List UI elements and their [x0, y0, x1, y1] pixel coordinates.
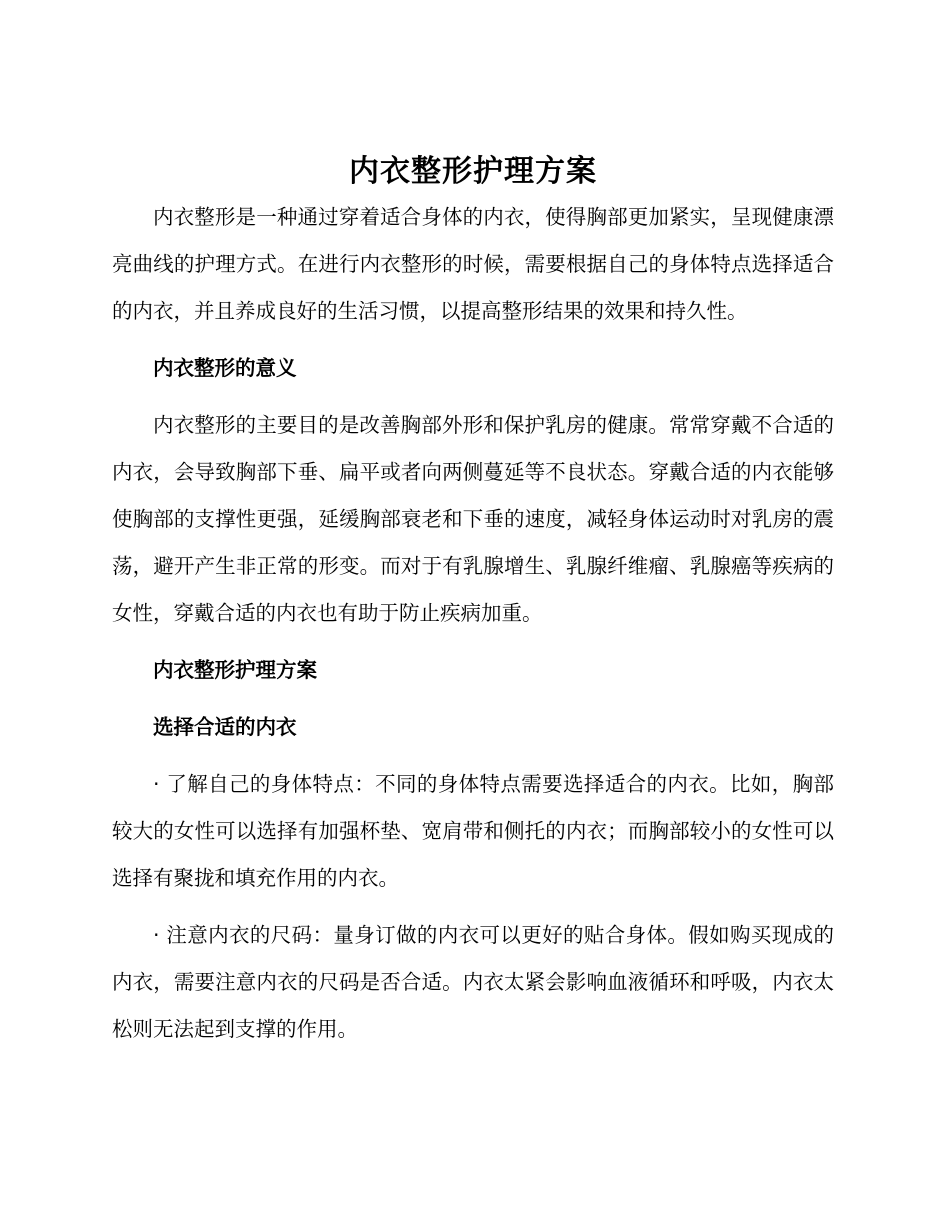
- section-heading-care-plan: 内衣整形护理方案: [153, 658, 317, 682]
- document-page: [112, 150, 834, 1053]
- document-title: 内衣整形护理方案: [349, 154, 597, 189]
- section-heading-significance: 内衣整形的意义: [153, 356, 297, 380]
- bullet-size: · 注意内衣的尺码：量身订做的内衣可以更好的贴合身体。假如购买现成的内衣，需要注意内衣的尺码是否合适。内衣太紧会影响血液循环和呼吸，内衣太松则无法起到支撑的作用。: [112, 923, 834, 1041]
- subsection-heading-choose-underwear: 选择合适的内衣: [153, 715, 297, 739]
- intro-paragraph: 内衣整形是一种通过穿着适合身体的内衣，使得胸部更加紧实，呈现健康漂亮曲线的护理方式。在进行内衣整形的时候，需要根据自己的身体特点选择适合的内衣，并且养成良好的生活习惯，以提高整形结果的效果和持久性。: [112, 205, 834, 323]
- significance-paragraph: 内衣整形的主要目的是改善胸部外形和保护乳房的健康。常常穿戴不合适的内衣，会导致胸部下垂、扁平或者向两侧蔓延等不良状态。穿戴合适的内衣能够使胸部的支撑性更强，延缓胸部衰老和下垂的速度，减轻身体运动时对乳房的震荡，避开产生非正常的形变。而对于有乳腺增生、乳腺纤维瘤、乳腺癌等疾病的女性，穿戴合适的内衣也有助于防止疾病加重。: [112, 413, 834, 625]
- bullet-body-features: · 了解自己的身体特点：不同的身体特点需要选择适合的内衣。比如，胸部较大的女性可以选择有加强杯垫、宽肩带和侧托的内衣；而胸部较小的女性可以选择有聚拢和填充作用的内衣。: [112, 772, 834, 890]
